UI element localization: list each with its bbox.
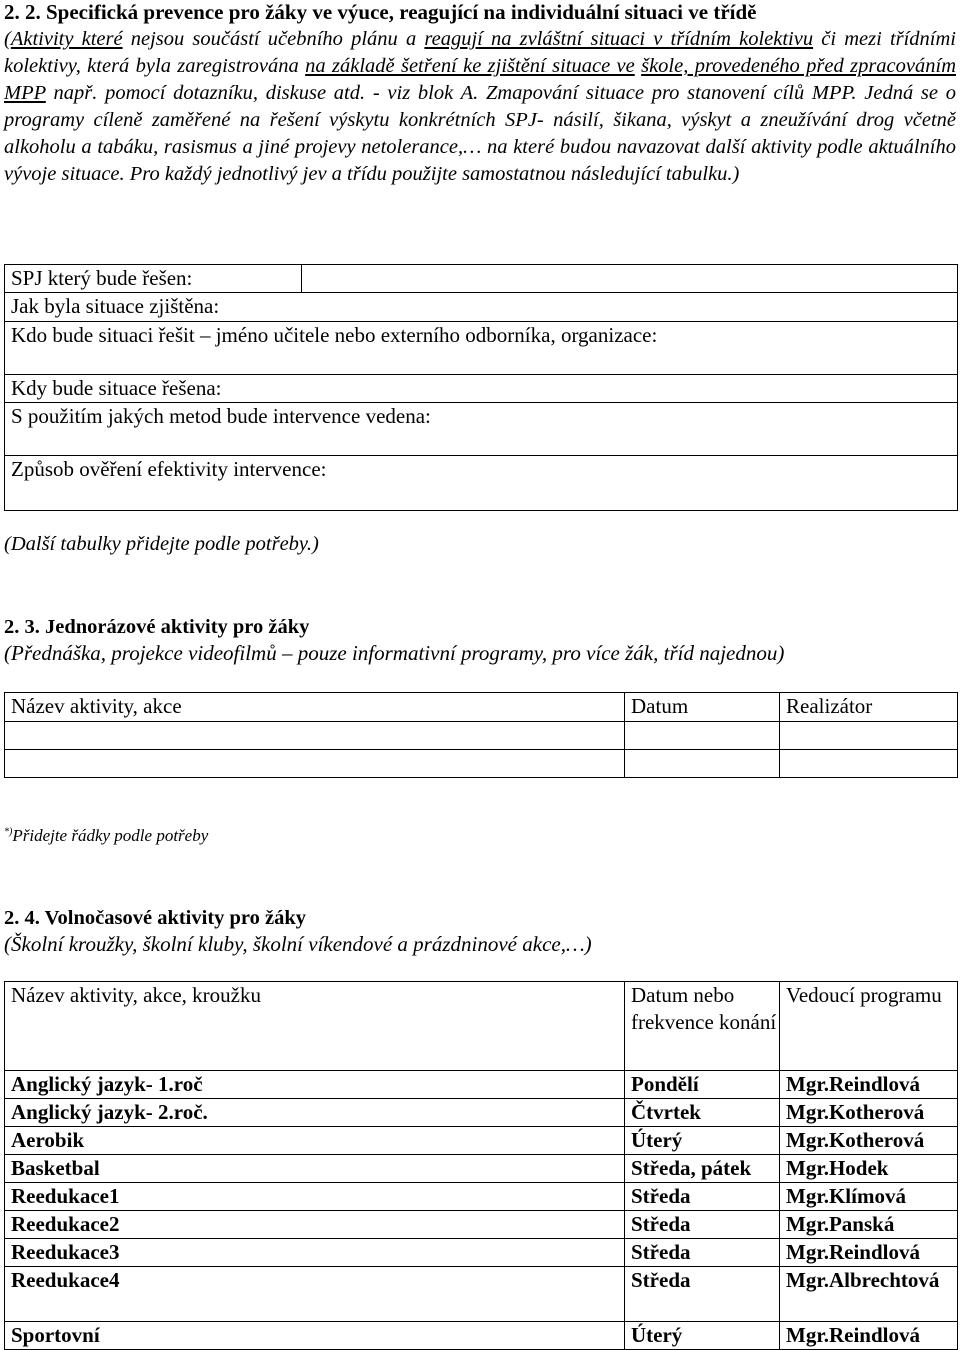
- activity-date: Čtvrtek: [625, 1099, 780, 1127]
- table-row: [5, 1071, 958, 1099]
- activity-name: Basketbal: [5, 1155, 625, 1183]
- table-row: [5, 1155, 958, 1183]
- table-cell[interactable]: [625, 750, 780, 778]
- activity-leader: Mgr.Reindlová: [780, 1322, 958, 1350]
- intervention-row-label: Způsob ověření efektivity intervence:: [5, 456, 958, 511]
- intervention-row-label: S použitím jakých metod bude intervence vedena:: [5, 403, 958, 456]
- section-2-3-heading: 2. 3. Jednorázové aktivity pro žáky: [4, 616, 310, 638]
- intervention-row-value[interactable]: [302, 265, 958, 293]
- column-header-activity-name: Název aktivity, akce, kroužku: [5, 982, 625, 1071]
- intervention-table: [4, 264, 958, 511]
- table-cell[interactable]: [5, 722, 625, 750]
- section-2-2-heading: 2. 2. Specifická prevence pro žáky ve výuce, reagující na individuální situaci ve třídě: [4, 0, 757, 24]
- table-cell[interactable]: [780, 750, 958, 778]
- activity-date: Středa: [625, 1211, 780, 1239]
- activity-leader: Mgr.Kotherová: [780, 1127, 958, 1155]
- column-header-date: Datum: [625, 693, 780, 722]
- column-header-realizer: Realizátor: [780, 693, 958, 722]
- intervention-row-label: Jak byla situace zjištěna:: [5, 293, 958, 322]
- activity-date: Středa: [625, 1239, 780, 1267]
- table-cell[interactable]: [5, 750, 625, 778]
- activity-leader: Mgr.Albrechtová: [780, 1267, 958, 1322]
- activity-name: Reedukace3: [5, 1239, 625, 1267]
- activity-date: Úterý: [625, 1322, 780, 1350]
- activity-name: Anglický jazyk- 1.roč: [5, 1071, 625, 1099]
- activity-date: Úterý: [625, 1127, 780, 1155]
- table-cell[interactable]: [625, 722, 780, 750]
- activity-date: Středa, pátek: [625, 1155, 780, 1183]
- column-header-activity-name: Název aktivity, akce: [5, 693, 625, 722]
- table-row: [5, 1322, 958, 1350]
- leisure-activities-table: [4, 981, 958, 1350]
- section-2-4-description: (Školní kroužky, školní kluby, školní víkendové a prázdninové akce,…): [4, 932, 592, 956]
- table-row: [5, 1127, 958, 1155]
- table-row: [5, 1099, 958, 1127]
- activity-leader: Mgr.Klímová: [780, 1183, 958, 1211]
- activity-name: Anglický jazyk- 2.roč.: [5, 1099, 625, 1127]
- activity-name: Reedukace4: [5, 1267, 625, 1322]
- section-2-2-description: (Aktivity které nejsou součástí učebního plánu a reagují na zvláštní situaci v třídním kolektivu či mezi třídními kolektivy, která byla zaregistrována na základě šetření ke zjištění situace ve škole, provedeného před zpracováním MPP např. pomocí dotazníku, diskuse atd. - viz blok A. Zmapování situace pro stanovení cílů MPP. Jedná se o programy cíleně zaměřené na řešení výskytu konkrétních SPJ- násilí, šikana, výskyt a zneužívání drog včetně alkoholu a tabáku, rasismus a jiné projevy netolerance,… na které budou navazovat další aktivity podle aktuálního vývoje situace. Pro každý jednotlivý jev a třídu použijte samostatnou následující tabulku.): [4, 28, 957, 185]
- intervention-row-label: SPJ který bude řešen:: [5, 265, 302, 293]
- activity-leader: Mgr.Reindlová: [780, 1071, 958, 1099]
- one-time-activities-table: [4, 692, 958, 778]
- activity-name: Reedukace2: [5, 1211, 625, 1239]
- additional-tables-note: (Další tabulky přidejte podle potřeby.): [4, 533, 319, 555]
- intervention-row-label: Kdy bude situace řešena:: [5, 375, 958, 403]
- intervention-row-label: Kdo bude situaci řešit – jméno učitele nebo externího odborníka, organizace:: [5, 322, 958, 375]
- column-header-date-frequency: Datum nebo frekvence konání: [625, 982, 780, 1071]
- activity-leader: Mgr.Panská: [780, 1211, 958, 1239]
- activity-name: Reedukace1: [5, 1183, 625, 1211]
- activity-date: Pondělí: [625, 1071, 780, 1099]
- activity-leader: Mgr.Hodek: [780, 1155, 958, 1183]
- section-2-3-description: (Přednáška, projekce videofilmů – pouze informativní programy, pro více žák, tříd najednou): [4, 641, 785, 665]
- column-header-program-leader: Vedoucí programu: [780, 982, 958, 1071]
- section-2-4-heading: 2. 4. Volnočasové aktivity pro žáky: [4, 907, 307, 929]
- table-row: [5, 1239, 958, 1267]
- table-row: [5, 1183, 958, 1211]
- activity-leader: Mgr.Kotherová: [780, 1099, 958, 1127]
- activity-date: Středa: [625, 1267, 780, 1322]
- table-row: [5, 1267, 958, 1322]
- activity-name: Aerobik: [5, 1127, 625, 1155]
- table-row: [5, 1211, 958, 1239]
- add-rows-footnote: *)Přidejte řádky podle potřeby: [4, 826, 209, 845]
- table-cell[interactable]: [780, 722, 958, 750]
- activity-leader: Mgr.Reindlová: [780, 1239, 958, 1267]
- activity-date: Středa: [625, 1183, 780, 1211]
- activity-name: Sportovní: [5, 1322, 625, 1350]
